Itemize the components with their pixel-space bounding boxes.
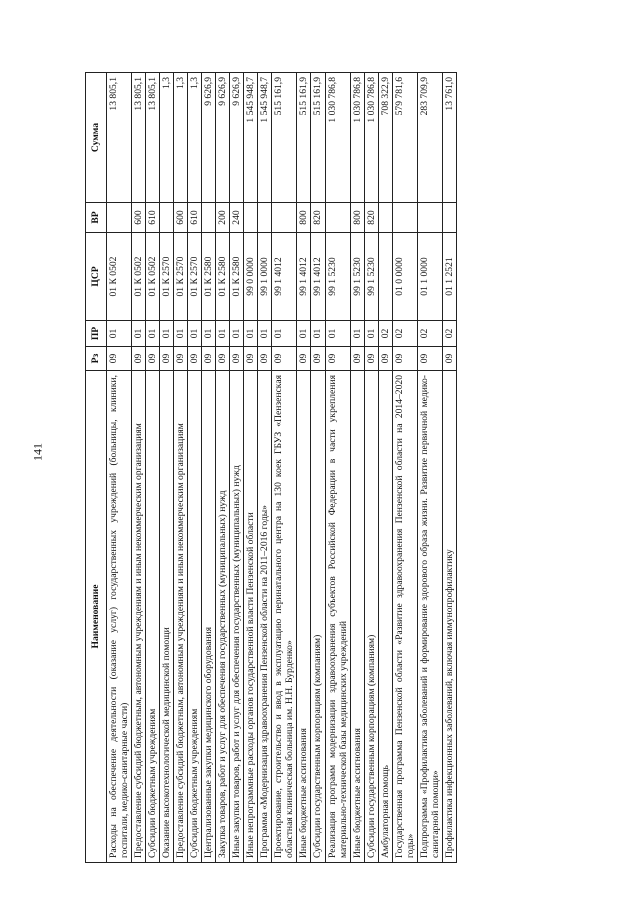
cell-sum: 1 030 786,8 [325,73,350,203]
cell-pr: 01 [216,321,230,347]
cell-rz: 09 [272,347,297,371]
cell-vr [442,203,456,233]
cell-vr: 610 [146,203,160,233]
cell-vr [417,203,442,233]
cell-vr [325,203,350,233]
cell-name: Иные бюджетные ассигнования [297,371,311,863]
cell-rz: 09 [244,347,258,371]
cell-rz: 09 [392,347,417,371]
cell-name: Субсидии государственным корпорациям (компаниям) [364,371,378,863]
table-row [132,73,146,863]
cell-sum: 1 545 948,7 [258,73,272,203]
cell-csr: 01 0 0000 [392,233,417,321]
cell-rz: 09 [160,347,174,371]
cell-pr: 01 [230,321,244,347]
cell-rz: 09 [230,347,244,371]
cell-vr [378,203,392,233]
table-row [325,73,350,863]
cell-pr: 01 [188,321,202,347]
cell-pr: 01 [146,321,160,347]
cell-rz: 09 [350,347,364,371]
cell-rz: 09 [297,347,311,371]
table-row [216,73,230,863]
cell-pr: 01 [350,321,364,347]
cell-csr: 99 0 0000 [244,233,258,321]
cell-csr: 01 К 0502 [107,233,132,321]
cell-csr: 01 К 2580 [202,233,216,321]
cell-sum: 1 545 948,7 [244,73,258,203]
header-sum: Сумма [86,73,107,203]
cell-csr: 01 К 0502 [132,233,146,321]
cell-sum: 13 805,1 [107,73,132,203]
table-row [188,73,202,863]
header-vr: ВР [86,203,107,233]
header-rz: Рз [86,347,107,371]
cell-vr: 240 [230,203,244,233]
table-row [311,73,325,863]
cell-sum: 515 161,9 [297,73,311,203]
cell-pr: 01 [174,321,188,347]
cell-sum: 1,3 [174,73,188,203]
table-row [378,73,392,863]
cell-pr: 01 [244,321,258,347]
cell-csr: 01 К 2570 [174,233,188,321]
cell-name: Субсидии бюджетным учреждениям [146,371,160,863]
cell-pr: 01 [132,321,146,347]
cell-name: Амбулаторная помощь [378,371,392,863]
table-body [107,73,457,863]
cell-sum: 13 805,1 [132,73,146,203]
cell-sum: 515 161,9 [272,73,297,203]
cell-vr [258,203,272,233]
table-row [202,73,216,863]
cell-pr: 01 [364,321,378,347]
cell-vr [160,203,174,233]
cell-sum: 1 030 786,8 [350,73,364,203]
table-row [107,73,132,863]
cell-rz: 09 [202,347,216,371]
cell-pr: 02 [392,321,417,347]
cell-csr: 99 1 4012 [311,233,325,321]
cell-pr: 01 [107,321,132,347]
cell-name: Подпрограмма «Профилактика заболеваний и формирование здорового образа жизни. Развитие первичной медико-санитарной помощи» [417,371,442,863]
cell-name: Предоставление субсидий бюджетным, автономным учреждениям и иным некоммерческим организациям [174,371,188,863]
cell-csr: 99 1 0000 [258,233,272,321]
table-header-row [86,73,107,863]
cell-pr: 01 [272,321,297,347]
cell-vr: 800 [297,203,311,233]
cell-name: Субсидии государственным корпорациям (компаниям) [311,371,325,863]
cell-csr: 01 К 2570 [160,233,174,321]
cell-name: Реализация программ модернизации здравоохранения субъектов Российской Федерации в части укрепления материально-технической базы медицинских учреждений [325,371,350,863]
table-row [244,73,258,863]
cell-vr: 610 [188,203,202,233]
cell-pr: 02 [378,321,392,347]
cell-name: Оказание высокотехнологической медицинской помощи [160,371,174,863]
cell-sum: 9 626,9 [230,73,244,203]
cell-csr: 01 К 2570 [188,233,202,321]
cell-sum: 515 161,9 [311,73,325,203]
cell-vr [272,203,297,233]
cell-sum: 1 030 786,8 [364,73,378,203]
cell-rz: 09 [132,347,146,371]
table-row [230,73,244,863]
cell-vr [107,203,132,233]
cell-vr: 800 [350,203,364,233]
cell-vr: 820 [311,203,325,233]
table-row [258,73,272,863]
header-csr: ЦСР [86,233,107,321]
cell-pr: 01 [202,321,216,347]
cell-name: Закупка товаров, работ и услуг для обеспечения государственных (муниципальных) нужд [216,371,230,863]
cell-sum: 579 781,6 [392,73,417,203]
cell-vr [202,203,216,233]
table-row [174,73,188,863]
table-row [392,73,417,863]
budget-table [85,72,457,863]
cell-name: Государственная программа Пензенской области «Развитие здравоохранения Пензенской области на 2014–2020 годы» [392,371,417,863]
page-number: 141 [30,443,45,461]
cell-vr: 600 [174,203,188,233]
cell-pr: 02 [442,321,456,347]
cell-csr: 01 К 0502 [146,233,160,321]
cell-rz: 09 [146,347,160,371]
cell-sum: 13 761,0 [442,73,456,203]
cell-vr: 600 [132,203,146,233]
cell-pr: 01 [311,321,325,347]
cell-vr [392,203,417,233]
table-row [160,73,174,863]
cell-pr: 01 [297,321,311,347]
cell-rz: 09 [417,347,442,371]
cell-rz: 09 [311,347,325,371]
table-row [272,73,297,863]
cell-rz: 09 [364,347,378,371]
header-pr: ПР [86,321,107,347]
cell-name: Иные закупки товаров, работ и услуг для обеспечения государственных (муниципальных) нужд [230,371,244,863]
cell-vr [244,203,258,233]
cell-csr: 01 К 2580 [230,233,244,321]
cell-csr: 01 К 2580 [216,233,230,321]
cell-pr: 01 [258,321,272,347]
cell-csr: 01 1 0000 [417,233,442,321]
cell-csr: 99 1 5230 [325,233,350,321]
cell-sum: 9 626,9 [202,73,216,203]
cell-pr: 01 [160,321,174,347]
cell-rz: 09 [107,347,132,371]
cell-rz: 09 [188,347,202,371]
rotated-table-container [85,73,540,863]
cell-sum: 1,3 [160,73,174,203]
cell-rz: 09 [378,347,392,371]
header-name: Наименование [86,371,107,863]
cell-name: Предоставление субсидий бюджетным, автономным учреждениям и иным некоммерческим организациям [132,371,146,863]
table-row [146,73,160,863]
cell-rz: 09 [325,347,350,371]
table-row [364,73,378,863]
cell-sum: 13 805,1 [146,73,160,203]
cell-name: Централизованные закупки медицинского оборудования [202,371,216,863]
table-row [442,73,456,863]
cell-name: Программа «Модернизация здравоохранения Пензенской области на 2011–2016 годы» [258,371,272,863]
cell-csr: 01 1 2521 [442,233,456,321]
table-row [417,73,442,863]
cell-vr: 200 [216,203,230,233]
cell-sum: 9 626,9 [216,73,230,203]
cell-rz: 09 [442,347,456,371]
cell-csr: 99 1 5230 [350,233,364,321]
cell-sum: 1,3 [188,73,202,203]
table-row [350,73,364,863]
cell-sum: 708 322,9 [378,73,392,203]
cell-csr: 99 1 5230 [364,233,378,321]
cell-name: Расходы на обеспечение деятельности (оказание услуг) государственных учреждений (больницы, клиники, госпитали, медико-санитарные части) [107,371,132,863]
cell-pr: 01 [325,321,350,347]
cell-rz: 09 [174,347,188,371]
cell-name: Проектирование, строительство и ввод в эксплуатацию перинатального центра на 130 коек ГБУЗ «Пензенская областная клиническая больница им. Н.Н. Бурденко» [272,371,297,863]
cell-name: Профилактика инфекционных заболеваний, включая иммунопрофилактику [442,371,456,863]
cell-name: Иные бюджетные ассигнования [350,371,364,863]
cell-rz: 09 [216,347,230,371]
cell-sum: 283 709,9 [417,73,442,203]
cell-rz: 09 [258,347,272,371]
cell-pr: 02 [417,321,442,347]
table-row [297,73,311,863]
cell-csr [378,233,392,321]
cell-csr: 99 1 4012 [297,233,311,321]
cell-vr: 820 [364,203,378,233]
cell-csr: 99 1 4012 [272,233,297,321]
cell-name: Иные непрограммные расходы органов государственной власти Пензенской области [244,371,258,863]
cell-name: Субсидии бюджетным учреждениям [188,371,202,863]
